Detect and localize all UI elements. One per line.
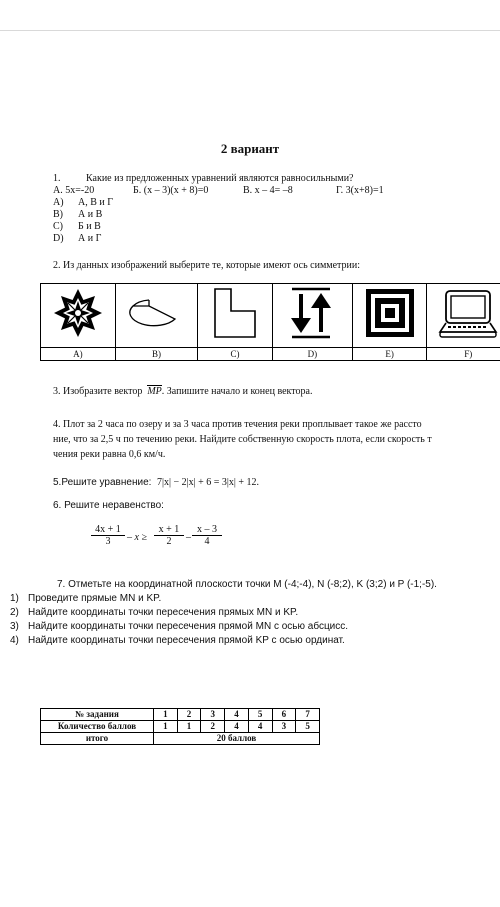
figure-label-b: B) xyxy=(115,348,198,361)
question-6-label: 6. Решите неравенство: xyxy=(53,500,164,511)
variant-title: 2 вариант xyxy=(220,141,280,156)
figure-label-e: E) xyxy=(352,348,427,361)
fraction-2: $\frac{x + 1}{2}$ xyxy=(154,524,184,547)
vector-mp: MP xyxy=(147,386,162,397)
table-row: № задания 1 2 3 4 5 6 7 xyxy=(41,709,320,721)
option-a: А. 5x=-20 xyxy=(53,185,95,196)
score-table xyxy=(40,708,320,745)
question-5-equation: 7|x| − 2|x| + 6 = 3|x| + 12. xyxy=(156,477,260,488)
total-header: итого xyxy=(41,733,154,745)
question-1-text: Какие из предложенных уравнений являются равносильными? xyxy=(86,173,354,184)
l-shape-icon xyxy=(198,284,273,348)
question-7-item-4: 4) Найдите координаты точки пересечения прямой KP с осью ординат. xyxy=(10,635,345,646)
question-2-text: 2. Из данных изображений выберите те, которые имеют ось симметрии: xyxy=(53,260,361,271)
question-4 xyxy=(53,417,432,462)
table-row: Количество баллов 1 1 2 4 4 3 5 xyxy=(41,721,320,733)
question-4-line-1: 4. Плот за 2 часа по озеру и за 3 часа против течения реки проплывает такое же рассто xyxy=(53,419,422,430)
document-page xyxy=(0,31,500,907)
answer-b: B) А и В xyxy=(53,209,103,220)
concentric-squares-icon xyxy=(352,284,427,348)
answer-a: A) А, В и Г xyxy=(53,197,114,208)
viewer-top-bar xyxy=(0,0,500,31)
cut-circle-icon xyxy=(115,284,198,348)
question-3-line: 3. Изобразите вектор MP. Запишите начало и конец вектора. xyxy=(53,386,313,397)
arrows-icon xyxy=(272,284,352,348)
minus-sign: – xyxy=(186,532,191,543)
question-5 xyxy=(53,477,259,488)
inequality-sign: – x ≥ xyxy=(127,532,147,543)
fraction-1: $\frac{4x + 1}{3}$ xyxy=(91,524,125,547)
points-header: Количество баллов xyxy=(41,721,154,733)
table-row xyxy=(41,733,320,745)
fraction-3: $\frac{x - 3}{4}$ xyxy=(192,524,222,547)
question-4-line-2: ние, что за 2,5 ч по течению реки. Найдите собственную скорость плота, если скорость т xyxy=(53,434,432,445)
symmetry-figures-table xyxy=(40,283,500,361)
total-value: 20 баллов xyxy=(154,733,320,745)
question-1 xyxy=(53,173,354,184)
question-5-label: 5.Решите уравнение: xyxy=(53,477,152,488)
task-number-header: № задания xyxy=(41,709,154,721)
option-g: Г. 3(x+8)=1 xyxy=(336,185,384,196)
option-v: В. x – 4= –8 xyxy=(243,185,293,196)
figure-label-a: A) xyxy=(41,348,116,361)
question-1-number: 1. xyxy=(53,173,61,184)
star-icon xyxy=(41,284,116,348)
answer-d: D) А и Г xyxy=(53,233,102,244)
question-7-item-3: 3) Найдите координаты точки пересечения прямой MN с осью абсцисс. xyxy=(10,621,349,632)
question-7-item-1: 1) Проведите прямые MN и KP. xyxy=(10,593,162,604)
question-7-text: 7. Отметьте на координатной плоскости точки M (-4;-4), N (-8;2), K (3;2) и P (-1;-5). xyxy=(57,579,437,590)
question-4-line-3: чения реки равна 0,6 км/ч. xyxy=(53,449,166,460)
figure-label-d: D) xyxy=(272,348,352,361)
answer-c: C) Б и В xyxy=(53,221,101,232)
question-1-options xyxy=(53,185,384,196)
figure-label-f: F) xyxy=(427,348,500,361)
question-7-item-2: 2) Найдите координаты точки пересечения прямых MN и KP. xyxy=(10,607,299,618)
figure-label-c: C) xyxy=(198,348,273,361)
option-b: Б. (x – 3)(x + 8)=0 xyxy=(133,185,209,196)
laptop-icon xyxy=(427,284,500,348)
